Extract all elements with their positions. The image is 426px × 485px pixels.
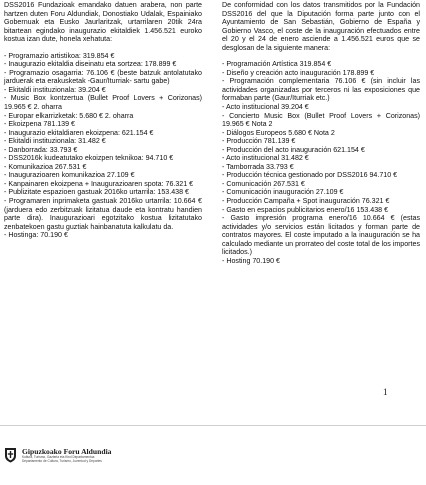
- cost-item: - Ekoizpena 781.139 €: [4, 120, 75, 129]
- cost-item: - Music Box kontzertua (Bullet Proof Lovers + Corizonas) 19.965 € 2. oharra: [4, 94, 202, 112]
- cost-item: - Producción Campaña + Spot inauguración 76.321 €: [222, 197, 390, 206]
- cost-item: - Gasto impresión programa enero/16 10.664 € (estas actividades y/o servicios están licitados y forman parte de contratos mayores. El coste imputado a la inauguración se ha calculado mediante un prorrateo del coste total de los importes licitados.): [222, 214, 420, 257]
- cost-item: - Inaugurazioaren komunikazioa 27.109 €: [4, 171, 135, 180]
- cost-item: - Danborrada: 33.793 €: [4, 145, 78, 154]
- cost-item: - Europar elkarrizketak: 5.680 € 2. oharra: [4, 111, 134, 120]
- cost-item: - Ekitaldi instituzionala: 39.204 €: [4, 85, 106, 94]
- cost-item: - Comunicación inauguración 27.109 €: [222, 188, 344, 197]
- cost-item: - Hosting 70.190 €: [222, 256, 280, 265]
- spanish-intro-paragraph: De conformidad con los datos transmitidos por la Fundación DSS2016 del que la Diputación forma parte junto con el Ayuntamiento de San Sebastián, Gobierno de España y Gobierno Vasco, el coste de la inauguración efectuados entre el 20 y el 24 de enero asciende a 1.456.521 euros que se desglosan de la siguiente manera:: [222, 1, 420, 52]
- department-name-basque: Kultura, Turismo, Gazteria eta Kirol Departamentua: [22, 455, 95, 459]
- cost-item: - Publizitate espazioen gastuak 2016ko urtarrila: 153.438 €: [4, 188, 189, 197]
- cost-item: - Komunikazioa 267.531 €: [4, 162, 87, 171]
- cost-item: - Acto institucional 31.482 €: [222, 154, 309, 163]
- cost-item: - Inaugurazio ekitaldiaren ekoizpena: 621.154 €: [4, 128, 154, 137]
- page-number: 1: [383, 387, 388, 397]
- cost-item: - Concierto Music Box (Bullet Proof Lovers + Corizonas) 19.965 € Nota 2: [222, 111, 420, 129]
- footer-divider: [0, 425, 426, 426]
- basque-column: [4, 1, 202, 240]
- cost-item: - Programazio artistikoa: 319.854 €: [4, 51, 115, 60]
- cost-item: - Diálogos Europeos 5.680 € Nota 2: [222, 128, 335, 137]
- cost-item: - Producción 781.139 €: [222, 137, 296, 146]
- cost-item: - Acto institucional 39.204 €: [222, 103, 309, 112]
- cost-item: - DSS2016k kudeatutako ekoizpen teknikoa: 94.710 €: [4, 154, 174, 163]
- cost-item: - Comunicación 267.531 €: [222, 179, 305, 188]
- cost-item: - Programación complementaria 76.106 € (sin incluir las actividades organizadas por terceros ni las exposiciones que formaban parte (Gaur/Iturriak etc.): [222, 77, 420, 103]
- cost-item: - Programazio osagarria: 76.106 € (beste batzuk antolatutako jarduerak eta erakusketak -Gaur/Iturriak- sartu gabe): [4, 68, 202, 86]
- cost-item: - Ekitaldi instituzionala: 31.482 €: [4, 137, 106, 146]
- cost-item: - Programaren inprimaketa gastuak 2016ko urtarrila: 10.664 € (jarduera edo zerbitzuak lizitatua daude eta kontratu handien parte dira). Inaugurazioari egotzitako kostua lizitatutako zenbatekoen gastu guztiak hainbanatuta kalkulatu da.: [4, 197, 202, 231]
- basque-intro-paragraph: DSS2016 Fundazioak emandako datuen arabera, non parte hartzen duten Foru Aldundiak, Donostiako Udalak, Espainiako Gobernuak eta Eusko Jaurlaritzak, urtarrilaren 20tik 24ra bitartean egindako inaugurazio ekitaldiek 1.456.521 euroko kostua izan dute, honela xehatuta:: [4, 1, 202, 44]
- basque-cost-list: [4, 52, 202, 240]
- cost-item: - Programación Artística 319.854 €: [222, 60, 332, 69]
- department-name-spanish: Departamento de Cultura, Turismo, Juventud y Deportes: [22, 458, 102, 463]
- cost-item: - Hostinga: 70.190 €: [4, 231, 68, 240]
- footer: [4, 447, 111, 464]
- cost-item: - Diseño y creación acto inauguración 178.899 €: [222, 68, 375, 77]
- cost-item: - Inaugurazio ekitaldia diseinatu eta sortzea: 178.899 €: [4, 60, 177, 69]
- cost-item: - Kanpainaren ekoizpena + Inaugurazioaren spota: 76.321 €: [4, 179, 194, 188]
- cost-item: - Tamborrada 33.793 €: [222, 162, 294, 171]
- spanish-column: [222, 1, 420, 265]
- cost-item: - Gasto en espacios publicitarios enero/16 153.438 €: [222, 205, 389, 214]
- organization-name: Gipuzkoako Foru Aldundia: [22, 447, 112, 456]
- cost-item: - Producción del acto inauguración 621.154 €: [222, 145, 365, 154]
- coat-of-arms-icon: [4, 447, 17, 463]
- cost-item: - Producción técnica gestionado por DSS2016 94.710 €: [222, 171, 398, 180]
- spanish-cost-list: [222, 60, 420, 265]
